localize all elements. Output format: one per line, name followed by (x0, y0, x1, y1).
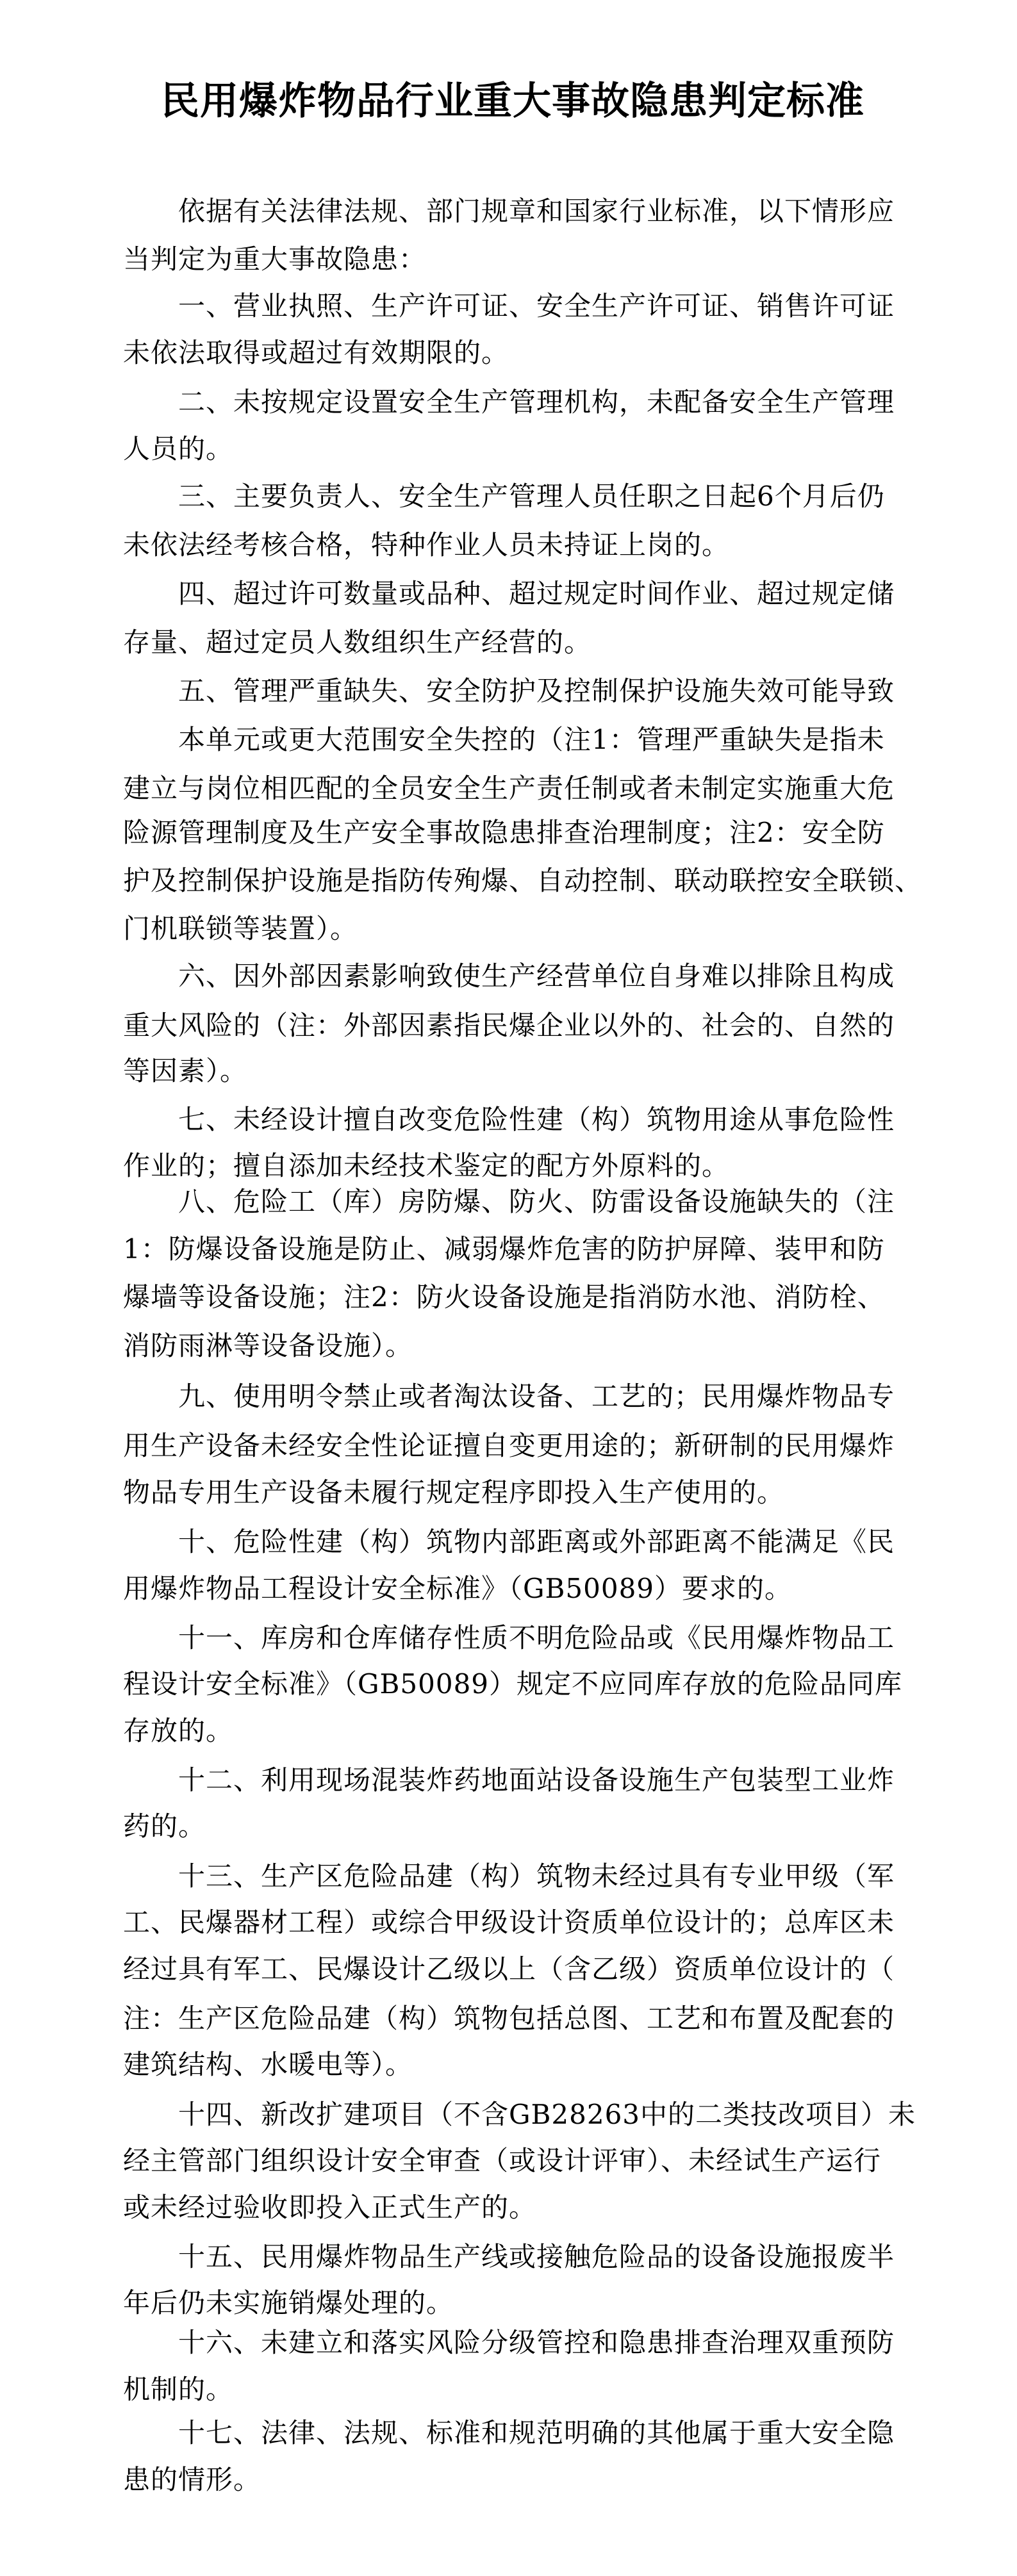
paragraph-first-line: 十四、新改扩建项目（不含GB28263中的二类技改项目）未 (178, 2099, 916, 2130)
paragraph-line: 1：防爆设备设施是防止、减弱爆炸危害的防护屏障、装甲和防 (123, 1233, 885, 1265)
paragraph-line: 年后仍未实施销爆处理的。 (123, 2287, 454, 2318)
paragraph-first-line: 九、使用明令禁止或者淘汰设备、工艺的；民用爆炸物品专 (178, 1381, 895, 1412)
paragraph-first-line: 八、危险工（库）房防爆、防火、防雷设备设施缺失的（注 (178, 1186, 895, 1217)
paragraph-first-line: 五、管理严重缺失、安全防护及控制保护设施失效可能导致 (178, 675, 895, 707)
paragraph-first-line: 依据有关法律法规、部门规章和国家行业标准，以下情形应 (178, 195, 895, 227)
paragraph-line: 护及控制保护设施是指防传殉爆、自动控制、联动联控安全联锁、 (123, 865, 923, 896)
paragraph-line: 患的情形。 (123, 2464, 261, 2495)
document-title: 民用爆炸物品行业重大事故隐患判定标准 (161, 79, 864, 124)
paragraph-line: 重大风险的（注：外部因素指民爆企业以外的、社会的、自然的 (123, 1010, 895, 1041)
paragraph-first-line: 十七、法律、法规、标准和规范明确的其他属于重大安全隐 (178, 2417, 895, 2449)
paragraph-line: 程设计安全标准》（GB50089）规定不应同库存放的危险品同库 (123, 1668, 903, 1700)
paragraph-line: 用生产设备未经安全性论证擅自变更用途的；新研制的民用爆炸 (123, 1430, 895, 1461)
paragraph-line: 经过具有军工、民爆设计乙级以上（含乙级）资质单位设计的（ (123, 1953, 895, 1985)
paragraph-line: 建筑结构、水暖电等）。 (123, 2049, 413, 2080)
paragraph-line: 未依法经考核合格，特种作业人员未持证上岗的。 (123, 529, 730, 561)
paragraph-first-line: 六、因外部因素影响致使生产经营单位自身难以排除且构成 (178, 960, 895, 992)
paragraph-first-line: 十、危险性建（构）筑物内部距离或外部距离不能满足《民 (178, 1526, 895, 1557)
paragraph-line: 门机联锁等装置）。 (123, 913, 358, 944)
paragraph-line: 人员的。 (123, 433, 234, 464)
paragraph-line: 物品专用生产设备未履行规定程序即投入生产使用的。 (123, 1477, 785, 1508)
paragraph-first-line: 十一、库房和仓库储存性质不明危险品或《民用爆炸物品工 (178, 1622, 895, 1653)
paragraph-first-line: 十六、未建立和落实风险分级管控和隐患排查治理双重预防 (178, 2327, 895, 2358)
paragraph-first-line: 十五、民用爆炸物品生产线或接触危险品的设备设施报废半 (178, 2241, 895, 2272)
paragraph-line: 注：生产区危险品建（构）筑物包括总图、工艺和布置及配套的 (123, 2003, 895, 2034)
paragraph-line: 药的。 (123, 1810, 206, 1842)
paragraph-first-line: 四、超过许可数量或品种、超过规定时间作业、超过规定储 (178, 578, 895, 609)
paragraph-line: 或未经过验收即投入正式生产的。 (123, 2192, 537, 2223)
paragraph-first-line: 十三、生产区危险品建（构）筑物未经过具有专业甲级（军 (178, 1860, 895, 1892)
paragraph-line: 建立与岗位相匹配的全员安全生产责任制或者未制定实施重大危 (123, 773, 895, 804)
paragraph-line: 爆墙等设备设施；注2：防火设备设施是指消防水池、消防栓、 (123, 1281, 885, 1313)
paragraph-first-line: 二、未按规定设置安全生产管理机构，未配备安全生产管理 (178, 386, 895, 418)
paragraph-first-line: 十二、利用现场混装炸药地面站设备设施生产包装型工业炸 (178, 1764, 895, 1796)
paragraph-line: 存放的。 (123, 1715, 234, 1746)
paragraph-line: 存量、超过定员人数组织生产经营的。 (123, 627, 592, 658)
paragraph-line: 经主管部门组织设计安全审查（或设计评审）、未经试生产运行 (123, 2145, 882, 2176)
paragraph-line: 作业的；擅自添加未经技术鉴定的配方外原料的。 (123, 1150, 730, 1181)
paragraph-line: 消防雨淋等设备设施）。 (123, 1330, 413, 1361)
paragraph-line: 机制的。 (123, 2374, 234, 2405)
paragraph-first-line: 本单元或更大范围安全失控的（注1：管理严重缺失是指未 (178, 724, 885, 755)
paragraph-line: 险源管理制度及生产安全事故隐患排查治理制度；注2：安全防 (123, 817, 885, 848)
paragraph-first-line: 七、未经设计擅自改变危险性建（构）筑物用途从事危险性 (178, 1104, 895, 1135)
paragraph-first-line: 一、营业执照、生产许可证、安全生产许可证、销售许可证 (178, 290, 895, 322)
paragraph-line: 未依法取得或超过有效期限的。 (123, 337, 509, 368)
paragraph-line: 等因素）。 (123, 1055, 248, 1087)
paragraph-first-line: 三、主要负责人、安全生产管理人员任职之日起6个月后仍 (178, 480, 885, 512)
paragraph-line: 用爆炸物品工程设计安全标准》（GB50089）要求的。 (123, 1573, 793, 1604)
paragraph-line: 工、民爆器材工程）或综合甲级设计资质单位设计的；总库区未 (123, 1907, 895, 1938)
paragraph-line: 当判定为重大事故隐患： (123, 243, 427, 275)
